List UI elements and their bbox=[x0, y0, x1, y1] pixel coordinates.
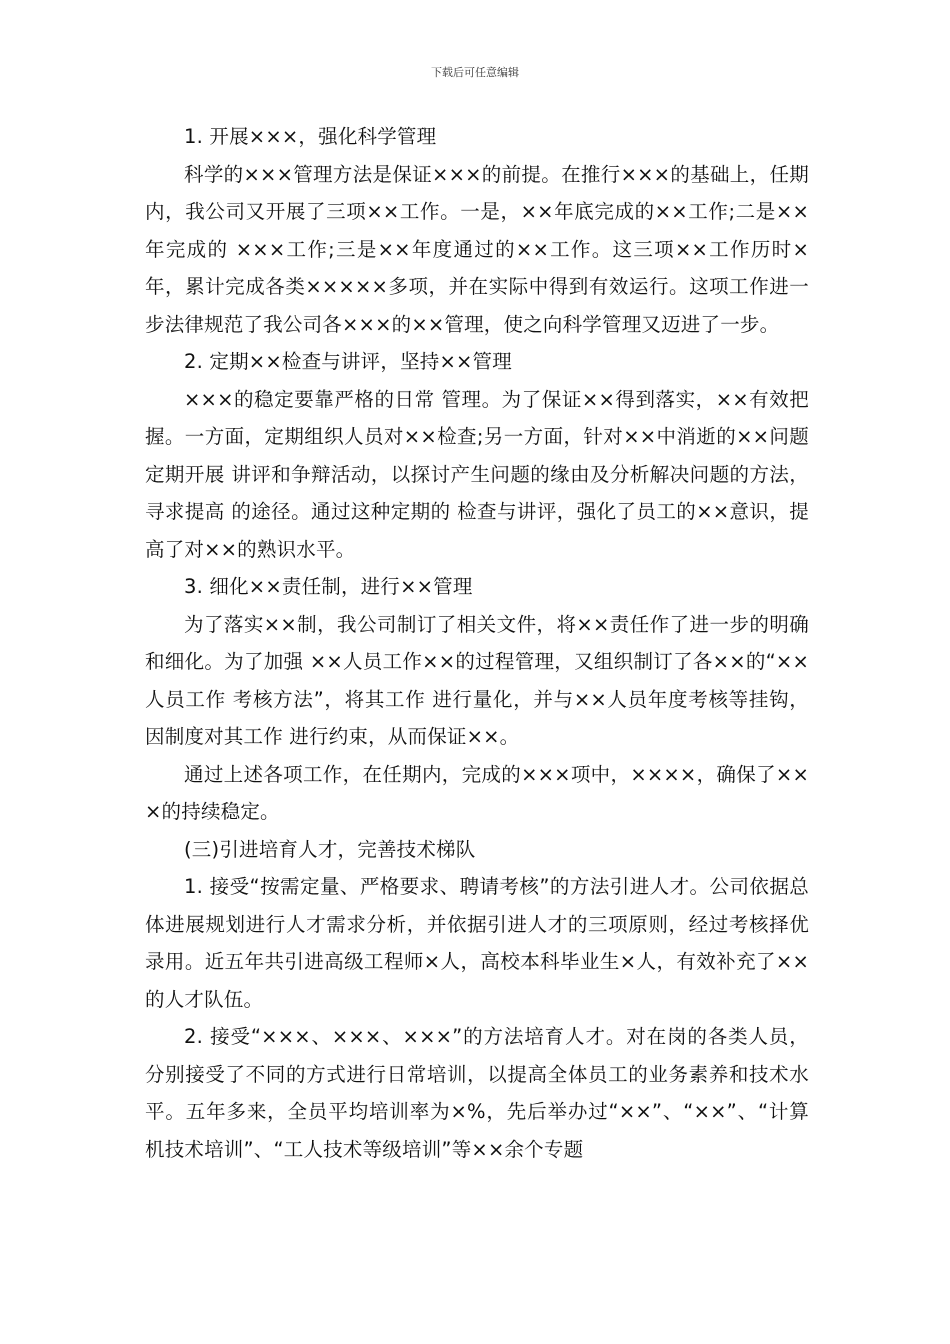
section-heading-2: 2. 定期××检查与讲评，坚持××管理 bbox=[184, 350, 512, 373]
body-paragraph-3: 为了落实××制，我公司制订了相关文件，将××责任作了进一步的明确和细化。为了加强 ××人员工作××的过程管理，又组织制订了各××的“××人员工作 考核方法”，将其工作 进行量化，并与××人员年度考核等挂钩，因制度对其工作 进行约束，从而保证××。 bbox=[145, 612, 809, 748]
section-heading-3: 3. 细化××责任制，进行××管理 bbox=[184, 575, 473, 598]
section-heading-1: 1. 开展×××，强化科学管理 bbox=[184, 125, 437, 148]
body-paragraph-2: ×××的稳定要靠严格的日常 管理。为了保证××得到落实，××有效把握。一方面，定期组织人员对××检查;另一方面，针对××中消逝的××问题定期开展 讲评和争辩活动，以探讨产生问题的缘由及分析解决问题的方法，寻求提高 的途径。通过这种定期的 检查与讲评，强化了员工的××意识，提高了对××的熟识水平。 bbox=[145, 387, 809, 561]
document-body bbox=[145, 118, 809, 1168]
body-paragraph-4: 通过上述各项工作，在任期内，完成的×××项中，××××，确保了×××的持续稳定。 bbox=[145, 762, 809, 823]
body-paragraph-6: 2. 接受“×××、×××、×××”的方法培育人才。对在岗的各类人员，分别接受了不同的方式进行日常培训，以提高全体员工的业务素养和技术水平。五年多来，全员平均培训率为×%，先后举办过“××”、“××”、“计算机技术培训”、“工人技术等级培训”等××余个专题 bbox=[145, 1025, 809, 1161]
body-paragraph-5: 1. 接受“按需定量、严格要求、聘请考核”的方法引进人才。公司依据总体进展规划进行人才需求分析，并依据引进人才的三项原则，经过考核择优录用。近五年共引进高级工程师×人，高校本科毕业生×人，有效补充了××的人才队伍。 bbox=[145, 875, 809, 1011]
section-heading-4: (三)引进培育人才，完善技术梯队 bbox=[184, 837, 476, 861]
page-header-note: 下载后可任意编辑 bbox=[431, 66, 519, 79]
body-paragraph-1: 科学的×××管理方法是保证×××的前提。在推行×××的基础上，任期内，我公司又开展了三项××工作。一是，××年底完成的××工作;二是××年完成的 ×××工作;三是××年度通过的××工作。这三项××工作历时×年，累计完成各类×××××多项，并在实际中得到有效运行。这项工作进一步法律规范了我公司各×××的××管理，使之向科学管理又迈进了一步。 bbox=[145, 162, 809, 336]
